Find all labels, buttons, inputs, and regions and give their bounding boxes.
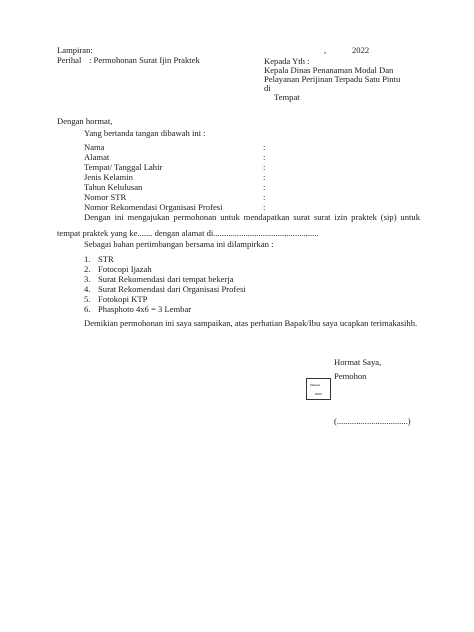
attachment-item: STR [98,254,114,264]
attachments-intro: Sebagai bahan pertimbangan bersama ini dilampirkan : [84,239,274,249]
recipient-line-5: Tempat [274,92,300,102]
recipient-line-2: Kepala Dinas Penanaman Modal Dan [264,65,394,75]
field-colon: : [263,172,266,182]
field-label: Tahun Kelulusan [84,182,143,192]
attachment-item: Phasphoto 4x6 = 3 Lembar [98,304,192,314]
attachment-item: Fotocopi Ijazah [98,264,152,274]
field-colon: : [263,182,266,192]
field-label: Nomor Rekomendasi Organisasi Profesi [84,202,223,212]
signature-role: Pemohon [334,371,367,381]
recipient-line-3: Pelayanan Perijinan Terpadu Satu Pintu [264,74,401,84]
attachment-number: 3. [84,274,91,284]
field-colon: : [263,152,266,162]
request-paragraph: Dengan ini mengajukan permohonan untuk mendapatkan surat surat izin praktek (sip) untuk tempat praktek yang ke....... dengan alamat di................................................. [57,212,420,238]
field-label: Alamat [84,152,110,162]
recipient-line-4: di [264,83,271,93]
intro-text: Yang bertanda tangan dibawah ini : [84,128,206,138]
attachment-item: Fotokopi KTP [98,294,148,304]
field-label: Nama [84,142,105,152]
perihal-label: Perihal [57,55,82,65]
attachment-number: 4. [84,284,91,294]
stamp-value: 6000 [315,392,322,396]
greeting: Dengan hormat, [57,116,113,126]
closing-paragraph: Demikian permohonan ini saya sampaikan, atas perhatian Bapak/Ibu saya ucapkan terimakasihh. [84,318,418,328]
signature-name-line: (.................................) [334,416,411,426]
field-colon: : [263,192,266,202]
field-label: Jenis Kelamin [84,172,133,182]
field-colon: : [263,202,266,212]
attachment-number: 1. [84,254,91,264]
stamp-text: Materai [310,383,321,387]
field-label: Nomor STR [84,192,127,202]
field-label: Tempat/ Tanggal Lahir [84,162,163,172]
recipient-line-1: Kepada Yth : [264,56,310,66]
attachment-number: 2. [84,264,91,274]
date-comma: , [324,45,327,55]
field-colon: : [263,142,266,152]
attachment-number: 5. [84,294,91,304]
lampiran-label: Lampiran: [57,45,93,55]
field-colon: : [263,162,266,172]
attachment-item: Surat Rekomendasi dari Organisasi Profesi [98,284,246,294]
perihal-value: : Permohonan Surat Ijin Praktek [89,55,200,65]
date-year: 2022 [352,45,370,55]
signature-regards: Hormat Saya, [334,357,382,367]
stamp-box [306,378,331,400]
attachment-item: Surat Rekomendasi dari tempat bekerja [98,274,234,284]
attachment-number: 6. [84,304,91,314]
